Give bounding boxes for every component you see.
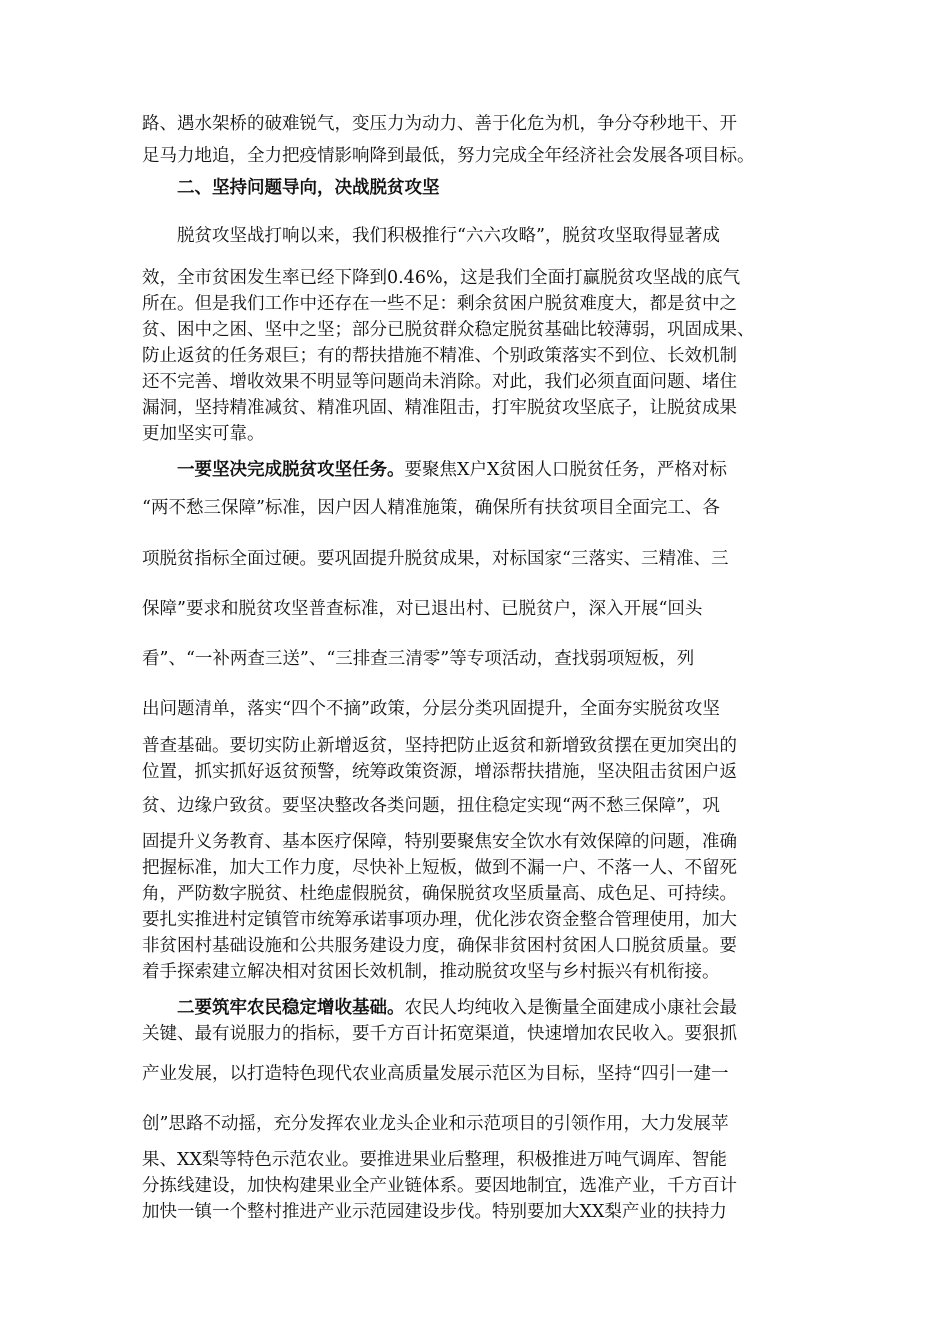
line-text: 产业发展，以打造特色现代农业高质量发展示范区为目标，坚持“四引一建一: [142, 1064, 729, 1084]
line-text: 防止返贫的任务艰巨；有的帮扶措施不精准、个别政策落实不到位、长效机制: [142, 346, 737, 366]
text-line: [177, 456, 727, 481]
text-line: [142, 854, 737, 879]
line-text: 加快一镇一个整村推进产业示范园建设步伐。特别要加大XX梨产业的扶持力: [142, 1202, 727, 1222]
text-line: [142, 394, 737, 419]
line-text: 分拣线建设，加快构建果业全产业链体系。要因地制宜，选准产业，千方百计: [142, 1176, 737, 1196]
text-line: [142, 110, 737, 135]
text-line: [142, 792, 720, 817]
text-line: [142, 264, 740, 289]
text-line: [142, 595, 702, 620]
text-line: [142, 420, 265, 445]
line-text: 漏洞，坚持精准减贫、精准巩固、精准阻击，打牢脱贫攻坚底子，让脱贫成果: [142, 398, 737, 418]
line-text: 脱贫攻坚战打响以来，我们积极推行“六六攻略”，脱贫攻坚取得显著成: [177, 226, 720, 246]
text-line: [142, 1198, 727, 1223]
text-line: [142, 645, 694, 670]
text-line: [142, 932, 737, 957]
line-text: 足马力地追，全力把疫情影响降到最低，努力完成全年经济社会发展各项目标。: [142, 146, 755, 166]
text-line: [142, 1110, 728, 1135]
text-line: [142, 1172, 737, 1197]
text-line: [177, 994, 737, 1019]
text-line: [142, 1020, 737, 1045]
text-line: [142, 828, 737, 853]
text-line: [142, 906, 737, 931]
line-text: 效，全市贫困发生率已经下降到0.46%，这是我们全面打赢脱贫攻坚战的底气: [142, 268, 741, 288]
section-heading: [177, 174, 440, 199]
line-text: 固提升义务教育、基本医疗保障，特别要聚焦安全饮水有效保障的问题，准确: [142, 832, 737, 852]
line-text: 果、XX梨等特色示范农业。要推进果业后整理，积极推进万吨气调库、智能: [142, 1150, 727, 1170]
line-text: 保障”要求和脱贫攻坚普查标准，对已退出村、已脱贫户，深入开展“回头: [142, 599, 703, 619]
text-line: [142, 1060, 728, 1085]
text-line: [142, 342, 737, 367]
text-line: [142, 758, 737, 783]
line-text: 还不完善、增收效果不明显等问题尚未消除。对此，我们必须直面问题、堵住: [142, 372, 737, 392]
lead-phrase: 一要坚决完成脱贫攻坚任务。: [177, 460, 405, 480]
text-line: [142, 142, 755, 167]
line-text: 贫、困中之困、坚中之坚；部分已脱贫群众稳定脱贫基础比较薄弱，巩固成果、: [142, 320, 755, 340]
line-text: 把握标准，加大工作力度，尽快补上短板，做到不漏一户、不落一人、不留死: [142, 858, 737, 878]
line-text: 普查基础。要切实防止新增返贫，坚持把防止返贫和新增致贫摆在更加突出的: [142, 736, 737, 756]
line-text: 出问题清单，落实“四个不摘”政策，分层分类巩固提升，全面夯实脱贫攻坚: [142, 699, 720, 719]
text-line: [142, 290, 737, 315]
line-text: 更加坚实可靠。: [142, 424, 265, 444]
line-text: 位置，抓实抓好返贫预警，统筹政策资源，增添帮扶措施，坚决阻击贫困户返: [142, 762, 737, 782]
text-line: [142, 880, 737, 905]
line-text: 二、坚持问题导向，决战脱贫攻坚: [177, 178, 440, 198]
line-text: 路、遇水架桥的破难锐气，变压力为动力、善于化危为机，争分夺秒地干、开: [142, 114, 737, 134]
text-line: [142, 368, 737, 393]
text-line: [142, 732, 737, 757]
text-line: [142, 494, 720, 519]
text-line: [142, 545, 728, 570]
line-text: 要扎实推进村定镇管市统筹承诺事项办理，优化涉农资金整合管理使用，加大: [142, 910, 737, 930]
line-text: “两不愁三保障”标准，因户因人精准施策，确保所有扶贫项目全面完工、各: [142, 498, 720, 518]
line-text: 贫、边缘户致贫。要坚决整改各类问题，扭住稳定实现“两不愁三保障”，巩: [142, 796, 720, 816]
line-text: 关键、最有说服力的指标，要千方百计拓宽渠道，快速增加农民收入。要狠抓: [142, 1024, 737, 1044]
text-line: [177, 222, 720, 247]
line-text: 农民人均纯收入是衡量全面建成小康社会最: [404, 998, 737, 1018]
text-line: [142, 316, 755, 341]
line-text: 所在。但是我们工作中还存在一些不足：剩余贫困户脱贫难度大，都是贫中之: [142, 294, 737, 314]
line-text: 看”、“一补两查三送”、“三排查三清零”等专项活动，查找弱项短板，列: [142, 649, 695, 669]
lead-phrase: 二要筑牢农民稳定增收基础。: [177, 998, 405, 1018]
line-text: 项脱贫指标全面过硬。要巩固提升脱贫成果，对标国家“三落实、三精准、三: [142, 549, 729, 569]
text-line: [142, 958, 720, 983]
line-text: 非贫困村基础设施和公共服务建设力度，确保非贫困村贫困人口脱贫质量。要: [142, 936, 737, 956]
text-line: [142, 1146, 727, 1171]
text-line: [142, 695, 720, 720]
line-text: 要聚焦X户X贫困人口脱贫任务，严格对标: [404, 460, 727, 480]
line-text: 角，严防数字脱贫、杜绝虚假脱贫，确保脱贫攻坚质量高、成色足、可持续。: [142, 884, 737, 904]
line-text: 着手探索建立解决相对贫困长效机制，推动脱贫攻坚与乡村振兴有机衔接。: [142, 962, 720, 982]
line-text: 创”思路不动摇，充分发挥农业龙头企业和示范项目的引领作用，大力发展苹: [142, 1114, 729, 1134]
